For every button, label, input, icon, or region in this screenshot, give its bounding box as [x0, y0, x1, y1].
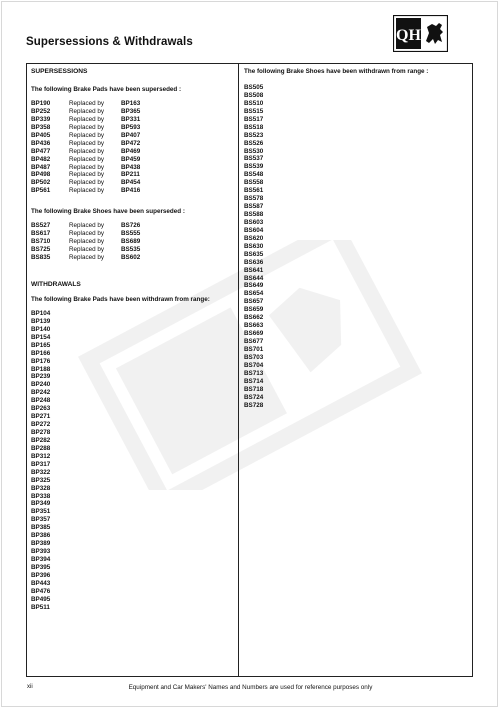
logo-text: QH [396, 27, 421, 44]
withdrawn-part-number: BS539 [244, 163, 264, 171]
withdrawn-part-number: BP396 [31, 571, 51, 579]
shoes-superseded-heading: The following Brake Shoes have been superseded : [31, 208, 185, 216]
withdrawn-part-number: BP188 [31, 365, 51, 373]
pads-superseded-list [31, 100, 236, 195]
withdrawn-part-number: BS635 [244, 250, 264, 258]
withdrawn-part-number: BS526 [244, 139, 264, 147]
withdrawn-part-number: BP349 [31, 500, 51, 508]
withdrawn-part-number: BS587 [244, 203, 264, 211]
withdrawn-part-number: BS630 [244, 242, 264, 250]
withdrawn-part-number: BP389 [31, 540, 51, 548]
withdrawn-part-number: BS537 [244, 155, 264, 163]
content-frame [26, 63, 473, 677]
withdrawn-part-number: BS659 [244, 306, 264, 314]
replaced-by-label: Replaced by [69, 222, 105, 230]
withdrawn-part-number: BS657 [244, 298, 264, 306]
withdrawn-part-number: BP140 [31, 325, 51, 333]
withdrawn-part-number: BS641 [244, 266, 264, 274]
old-part-number: BP482 [31, 155, 51, 163]
replaced-by-label: Replaced by [69, 123, 105, 131]
supersession-row [31, 100, 236, 108]
new-part-number: BP593 [121, 123, 141, 131]
shoes-withdrawn-list [244, 84, 470, 409]
withdrawn-part-number: BS561 [244, 187, 264, 195]
new-part-number: BP469 [121, 147, 141, 155]
withdrawn-part-number: BP242 [31, 389, 51, 397]
withdrawn-part-number: BP393 [31, 548, 51, 556]
supersession-row [31, 254, 236, 262]
replaced-by-label: Replaced by [69, 131, 105, 139]
new-part-number: BP454 [121, 179, 141, 187]
withdrawn-part-number: BS713 [244, 369, 264, 377]
supersession-row [31, 171, 236, 179]
replaced-by-label: Replaced by [69, 254, 105, 261]
new-part-number: BP163 [121, 100, 141, 107]
new-part-number: BP459 [121, 155, 141, 163]
supersession-row [31, 132, 236, 140]
withdrawn-part-number: BP317 [31, 460, 51, 468]
withdrawn-part-number: BS620 [244, 234, 264, 242]
withdrawn-part-number: BS508 [244, 91, 264, 99]
withdrawals-heading: WITHDRAWALS [31, 280, 81, 288]
replaced-by-label: Replaced by [69, 107, 105, 115]
new-part-number: BP365 [121, 107, 141, 115]
old-part-number: BP339 [31, 115, 51, 123]
new-part-number: BS535 [121, 246, 141, 254]
new-part-number: BP211 [121, 171, 140, 179]
withdrawn-part-number: BS510 [244, 99, 264, 107]
withdrawn-part-number: BP443 [31, 579, 51, 587]
old-part-number: BP405 [31, 131, 51, 139]
shoes-superseded-list [31, 222, 236, 262]
withdrawn-part-number: BP278 [31, 429, 51, 436]
replaced-by-label: Replaced by [69, 139, 105, 147]
withdrawn-part-number: BP338 [31, 492, 51, 500]
withdrawn-part-number: BP165 [31, 341, 51, 349]
new-part-number: BP331 [121, 115, 141, 123]
withdrawn-part-number: BP272 [31, 421, 51, 429]
page-number: xii [27, 684, 33, 690]
shoes-withdrawn-heading: The following Brake Shoes have been withdrawn from range : [244, 68, 429, 75]
withdrawn-part-number: BS530 [244, 147, 264, 155]
supersessions-heading: SUPERSESSIONS [31, 68, 88, 75]
old-part-number: BP358 [31, 123, 51, 131]
supersession-row [31, 222, 236, 230]
withdrawn-part-number: BS578 [244, 195, 264, 203]
withdrawn-part-number: BP288 [31, 444, 51, 452]
withdrawn-part-number: BP240 [31, 381, 51, 389]
replaced-by-label: Replaced by [69, 115, 105, 123]
old-part-number: BP487 [31, 163, 51, 171]
replaced-by-label: Replaced by [69, 163, 105, 171]
replaced-by-label: Replaced by [69, 246, 105, 254]
supersession-row [31, 246, 236, 254]
withdrawn-part-number: BP248 [31, 397, 51, 405]
old-part-number: BS527 [31, 222, 51, 230]
withdrawn-part-number: BP511 [31, 603, 50, 611]
withdrawn-part-number: BS704 [244, 361, 264, 369]
supersession-row [31, 179, 236, 187]
pads-withdrawn-heading: The following Brake Pads have been withdrawn from range: [31, 295, 210, 303]
withdrawn-part-number: BP312 [31, 452, 51, 460]
supersession-row [31, 116, 236, 124]
new-part-number: BP438 [121, 163, 141, 171]
supersession-row [31, 124, 236, 132]
withdrawn-part-number: BS515 [244, 107, 264, 115]
old-part-number: BS725 [31, 246, 51, 254]
withdrawn-part-number: BS663 [244, 322, 264, 330]
withdrawn-part-number: BS517 [244, 115, 264, 123]
old-part-number: BP477 [31, 147, 51, 155]
supersession-row [31, 140, 236, 148]
withdrawn-part-number: BS703 [244, 353, 264, 361]
withdrawn-part-number: BP385 [31, 524, 51, 532]
withdrawn-part-number: BS518 [244, 123, 264, 131]
withdrawn-part-number: BS728 [244, 401, 264, 409]
old-part-number: BP252 [31, 107, 51, 115]
replaced-by-label: Replaced by [69, 147, 105, 155]
withdrawn-part-number: BP325 [31, 476, 51, 484]
supersession-row [31, 108, 236, 116]
pads-superseded-heading: The following Brake Pads have been superseded : [31, 86, 182, 93]
replaced-by-label: Replaced by [69, 179, 105, 187]
old-part-number: BP190 [31, 100, 51, 107]
supersession-row [31, 164, 236, 172]
new-part-number: BP407 [121, 131, 141, 139]
replaced-by-label: Replaced by [69, 238, 105, 246]
supersession-row [31, 187, 236, 195]
replaced-by-label: Replaced by [69, 155, 105, 163]
withdrawn-part-number: BP239 [31, 373, 51, 381]
footer-note: Equipment and Car Makers' Names and Numbers are used for reference purposes only [128, 684, 373, 691]
withdrawn-part-number: BP166 [31, 349, 51, 357]
pads-withdrawn-list [31, 310, 236, 612]
new-part-number: BP472 [121, 139, 141, 147]
withdrawn-part-number: BP271 [31, 413, 51, 421]
replaced-by-label: Replaced by [69, 100, 105, 107]
old-part-number: BP436 [31, 139, 51, 147]
replaced-by-label: Replaced by [69, 187, 105, 195]
withdrawn-part-number: BS649 [244, 282, 264, 290]
withdrawn-part-number: BP263 [31, 405, 51, 413]
right-column [244, 67, 470, 409]
withdrawn-part-number: BP395 [31, 563, 51, 571]
withdrawn-part-number: BP476 [31, 587, 51, 595]
withdrawn-part-number: BS548 [244, 171, 264, 179]
withdrawn-part-number: BP282 [31, 436, 51, 444]
old-part-number: BS617 [31, 230, 51, 238]
withdrawn-part-number: BS505 [244, 84, 264, 91]
withdrawn-part-number: BS701 [244, 345, 264, 353]
supersession-row [31, 148, 236, 156]
withdrawn-part-number: BS724 [244, 393, 264, 401]
qh-logo [393, 15, 448, 52]
withdrawn-part-number: BS662 [244, 314, 264, 322]
withdrawn-part-number: BP357 [31, 516, 51, 524]
withdrawn-part-number: BS603 [244, 218, 264, 226]
column-divider [238, 64, 239, 676]
new-part-number: BS602 [121, 254, 141, 261]
replaced-by-label: Replaced by [69, 230, 105, 238]
old-part-number: BP502 [31, 179, 51, 187]
withdrawn-part-number: BS677 [244, 338, 264, 345]
old-part-number: BP561 [31, 187, 51, 195]
withdrawn-part-number: BS644 [244, 274, 264, 282]
withdrawn-part-number: BP104 [31, 309, 51, 317]
withdrawn-part-number: BP322 [31, 468, 51, 476]
withdrawn-part-number: BP328 [31, 484, 51, 492]
supersession-row [31, 238, 236, 246]
withdrawn-part-number: BS558 [244, 179, 264, 187]
supersession-row [31, 156, 236, 164]
withdrawn-part-number: BS654 [244, 290, 264, 298]
old-part-number: BS710 [31, 238, 51, 246]
supersession-row [31, 230, 236, 238]
new-part-number: BS689 [121, 238, 141, 246]
withdrawn-part-number: BS523 [244, 131, 264, 139]
withdrawn-part-number: BP154 [31, 333, 51, 341]
withdrawn-part-number: BS636 [244, 258, 264, 266]
withdrawn-part-number: BS714 [244, 377, 264, 385]
withdrawn-part-number: BP139 [31, 317, 51, 325]
replaced-by-label: Replaced by [69, 171, 105, 179]
withdrawn-part-number: BS718 [244, 385, 264, 393]
withdrawn-part-number: BP351 [31, 508, 51, 516]
new-part-number: BP416 [121, 187, 141, 195]
withdrawn-part-number: BP394 [31, 556, 51, 563]
withdrawn-part-number: BS588 [244, 211, 264, 218]
left-column [31, 67, 236, 612]
withdrawn-part-number: BP495 [31, 595, 51, 603]
new-part-number: BS726 [121, 222, 141, 230]
withdrawn-part-number: BS604 [244, 226, 264, 234]
new-part-number: BS555 [121, 230, 141, 238]
page-title: Supersessions & Withdrawals [26, 36, 193, 48]
withdrawn-part-number: BS669 [244, 330, 264, 338]
old-part-number: BS835 [31, 254, 51, 261]
withdrawn-part-number: BP386 [31, 532, 51, 540]
withdrawn-part-number: BP176 [31, 357, 51, 365]
old-part-number: BP498 [31, 171, 51, 179]
